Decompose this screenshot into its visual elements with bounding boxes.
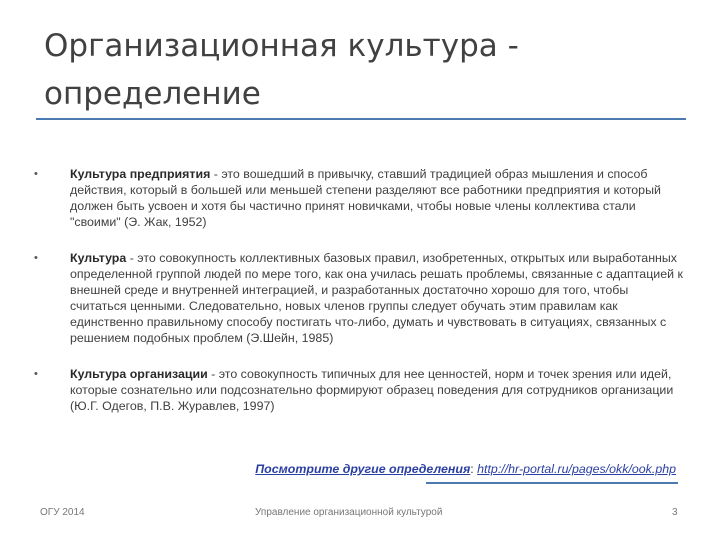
more-definitions-separator: : [470, 462, 478, 476]
bullet-icon: • [34, 168, 38, 180]
footer-page-number: 3 [672, 507, 678, 518]
more-definitions-link[interactable]: http://hr-portal.ru/pages/okk/ook.php [477, 462, 676, 476]
definition-term: Культура предприятия [70, 167, 211, 181]
definition-item [34, 166, 684, 230]
definition-term: Культура организации [70, 367, 208, 381]
definition-term: Культура [70, 251, 127, 265]
definition-text: - это вошедший в привычку, ставший традицией образ мышления и способ действия, который в большей или меньшей степени разделяют все работники предприятия и который должен быть усвоен и хотя бы частично принят новичками, чтобы новые члены коллектива стали "своими" (Э. Жак, 1952) [70, 167, 661, 229]
bullet-icon: • [34, 368, 38, 380]
footer-course: Управление организационной культурой [255, 507, 443, 518]
slide-title-line-2: определение [44, 76, 261, 112]
bullet-icon: • [34, 252, 38, 264]
title-divider [36, 118, 686, 120]
footer-org: ОГУ 2014 [40, 507, 85, 518]
slide-title-line-1: Организационная культура - [44, 28, 519, 64]
slide-title [44, 22, 694, 118]
definition-item [34, 250, 684, 346]
definition-item [34, 366, 684, 414]
definition-text: - это совокупность типичных для нее ценностей, норм и точек зрения или идей, которые сознательно или подсознательно формируют образец поведения для сотрудников организации (Ю.Г. Одегов, П.В. Журавлев, 1997) [70, 367, 674, 413]
definition-text: - это совокупность коллективных базовых правил, изобретенных, открытых или выработанных определенной группой людей по мере того, как она училась решать проблемы, связанные с адаптацией к внешней среде и внутренней интеграцией, и разработанных достаточно хорошо для того, чтобы считаться ценными. Следовательно, новых членов группы следует обучать этим правилам как единственно правильному способу постигать что-либо, думать и чувствовать в ситуациях, связанных с решением подобных проблем (Э.Шейн, 1985) [70, 251, 683, 345]
more-definitions [0, 462, 676, 476]
definition-list [34, 166, 684, 434]
more-definitions-label: Посмотрите другие определения [255, 462, 471, 476]
link-underline-bar [426, 482, 678, 484]
